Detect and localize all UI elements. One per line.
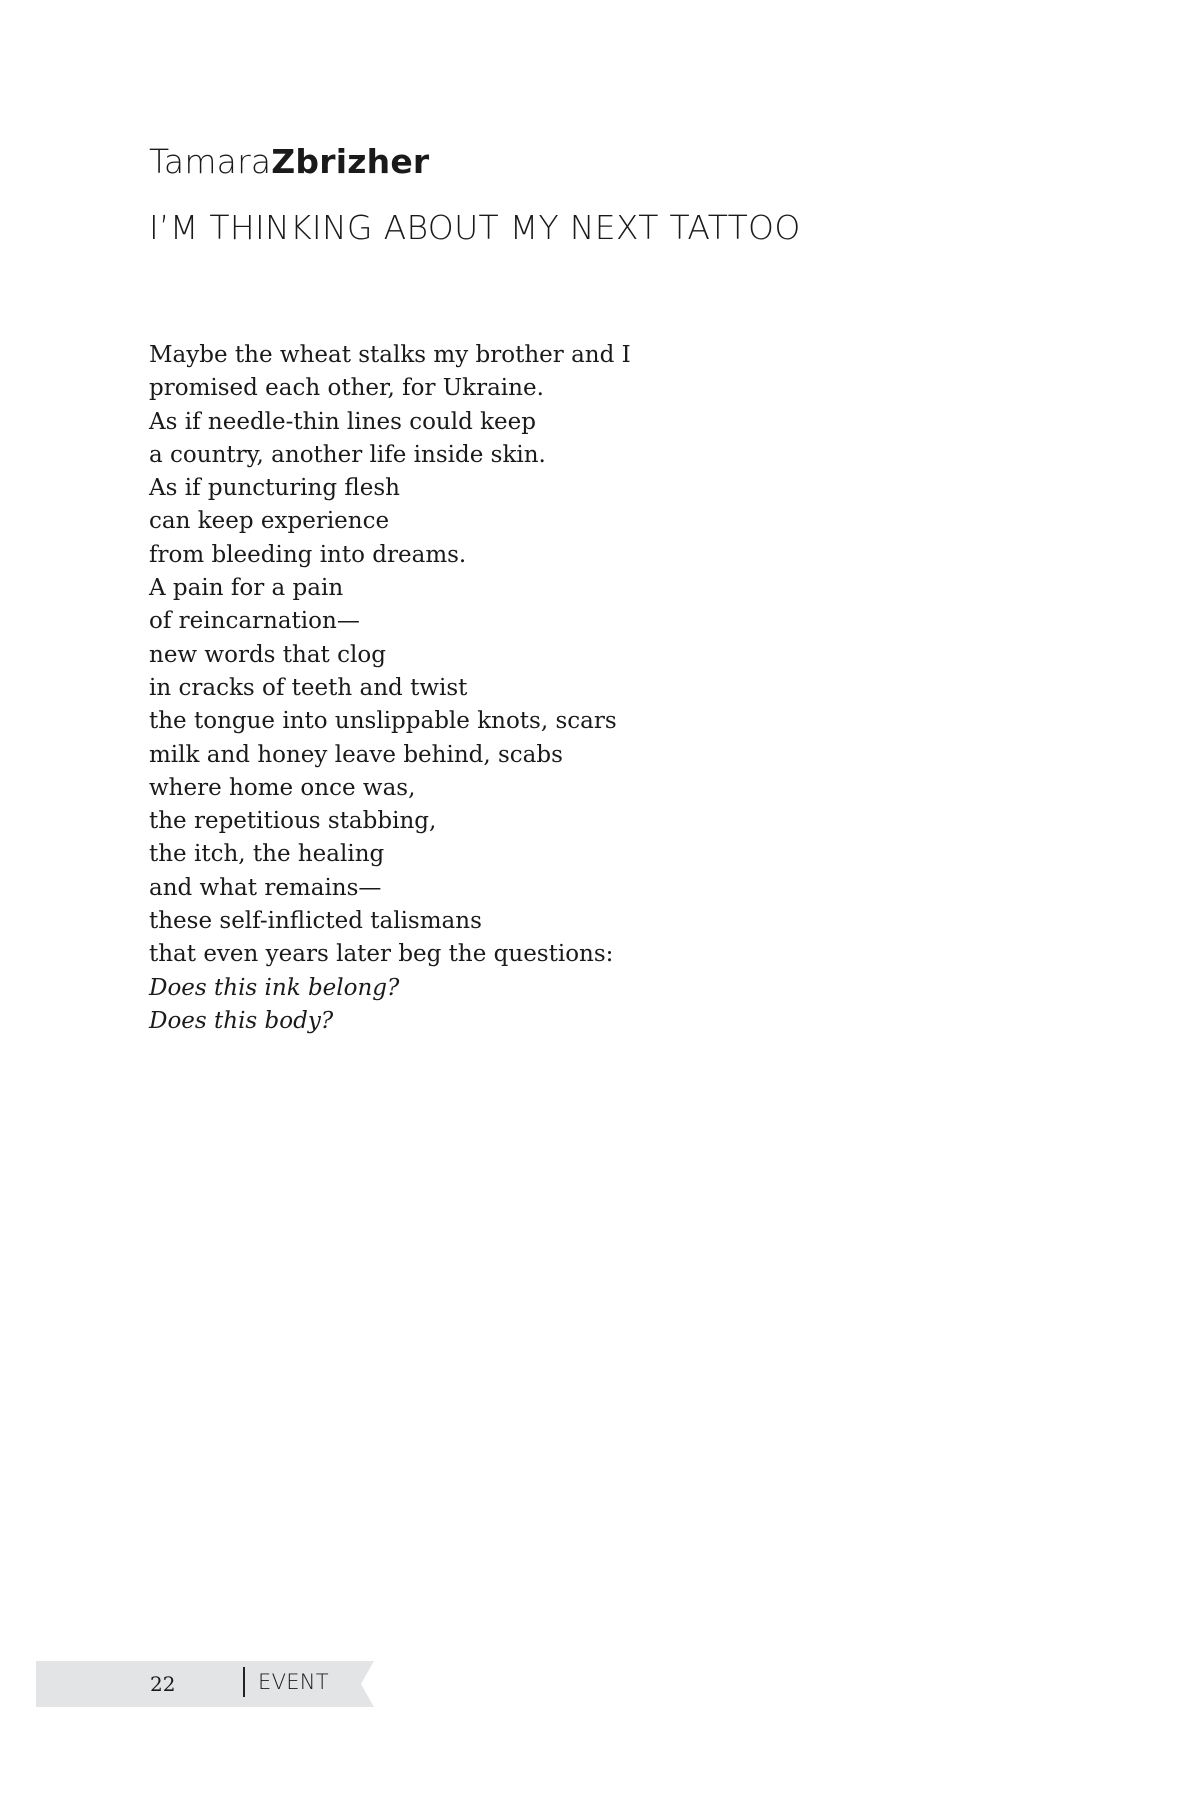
poem-body [149,339,631,1038]
page-number: 22 [150,1672,176,1696]
footer-divider [243,1667,245,1697]
poem-line: Maybe the wheat stalks my brother and I [149,342,631,368]
poem-line: the tongue into unslippable knots, scars [149,708,617,735]
poem-line: from bleeding into dreams. [149,541,467,568]
poem-line: can keep experience [149,508,390,535]
poem-line: these self-inflicted talismans [149,908,482,935]
poem-line: milk and honey leave behind, scabs [149,741,563,768]
author-first-name: Tamara [149,142,272,181]
poem-line: of reincarnation— [149,608,360,635]
poem-line: new words that clog [149,641,386,668]
poem-line-italic: Does this ink belong? [149,974,400,1001]
poem-line: the repetitious stabbing, [149,808,437,835]
poem-line: As if needle-thin lines could keep [149,408,537,435]
poem-line: in cracks of teeth and twist [149,674,468,701]
poem-line: a country, another life inside skin. [149,441,546,468]
journal-name: EVENT [258,1670,329,1694]
author-name [149,140,429,184]
poem-line: and what remains— [149,874,382,901]
poem-line-italic: Does this body? [149,1007,334,1034]
poem-line: that even years later beg the questions: [149,941,614,968]
poem-line: A pain for a pain [149,575,344,602]
poem-line: As if puncturing flesh [149,475,400,502]
poem-line: promised each other, for Ukraine. [149,375,544,402]
author-last-name: Zbrizher [271,142,430,181]
poem-title: I’M THINKING ABOUT MY NEXT TATTOO [149,208,801,247]
poem-line: where home once was, [149,774,416,801]
poem-line: the itch, the healing [149,841,385,868]
